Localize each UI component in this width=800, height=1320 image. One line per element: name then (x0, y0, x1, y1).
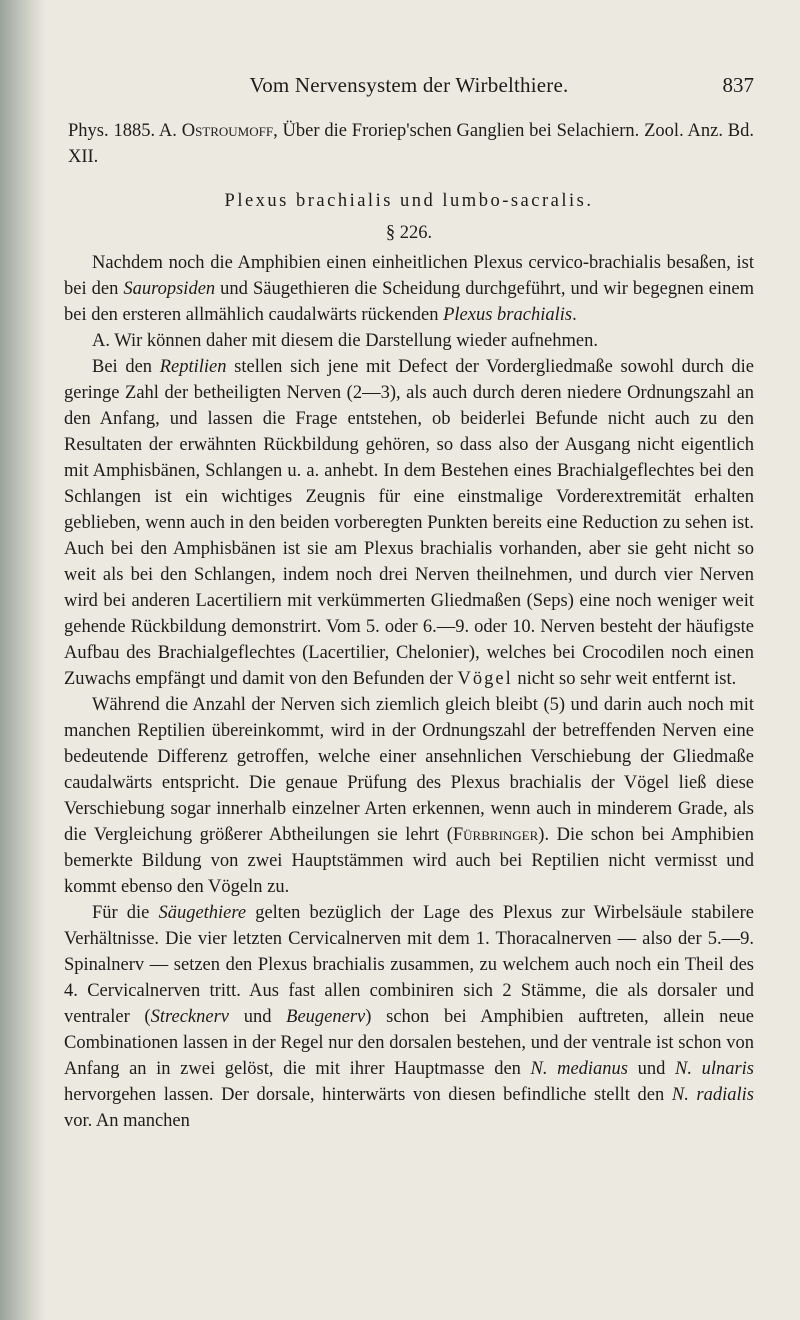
section-number: § 226. (385, 223, 433, 243)
paragraph-2: A. Wir können daher mit diesem die Darstellung wieder aufnehmen. (92, 331, 598, 351)
paragraph-3: Bei den Reptilien stellen sich jene mit Defect der Vordergliedmaße sowohl durch die geringe Zahl der betheiligten Nerven (2—3), als auch durch deren niedere Ordnungszahl an den Anfang, und lassen die Frage entstehen, ob beiderlei Befunde nicht auch zu den Resultaten der erwähnten Rückbildung gehören, so dass also der Ausgang nicht eigentlich mit Amphisbänen, Schlangen u. a. anhebt. In dem Bestehen eines Brachialgeflechtes bei den Schlangen ist ein wichtiges Zeugnis für eine einstmalige Vorderextremität erhalten geblieben, wenn auch in den beiden vorberegten Punkten bereits eine Reduction zu sehen ist. Auch bei den Amphisbänen ist sie am Plexus brachialis vorhanden, aber sie geht nicht so weit als bei den Schlangen, indem noch drei Nerven theilnehmen, und durch vier Nerven wird bei anderen Lacertiliern mit verkümmerten Gliedmaßen (Seps) eine noch weniger weit gehende Rückbildung demonstrirt. Vom 5. oder 6.—9. oder 10. Nerven besteht der häufigste Aufbau des Brachialgeflechtes (Lacertilier, Chelonier), welches bei Crocodilen noch einen Zuwachs empfängt und damit von den Befunden der Vögel nicht so sehr weit entfernt ist. (64, 357, 755, 689)
paragraph-1: Nachdem noch die Amphibien einen einheitlichen Plexus cervico-brachialis besaßen, ist bei den Sauropsiden und Säugethieren die Scheidung durchgeführt, und wir begegnen einem bei den ersteren allmählich caudalwärts rückenden Plexus brachialis. (64, 253, 754, 325)
running-header (64, 73, 754, 105)
paragraph-5: Für die Säugethiere gelten bezüglich der Lage des Plexus zur Wirbelsäule stabilere Verhältnisse. Die vier letzten Cervicalnerven mit dem 1. Thoracalnerven — also der 5.—9. Spinalnerv — setzen den Plexus brachialis zusammen, zu welchem auch noch ein Theil des 4. Cervicalnerven tritt. Aus fast allen combiniren sich 2 Stämme, die als dorsaler und ventraler (Strecknerv und Beugenerv) schon bei Amphibien auftreten, allein neue Combinationen lassen in der Regel nur den dorsalen bestehen, und der ventrale ist schon von Anfang an in zwei gelöst, die mit ihrer Hauptmasse den N. medianus und N. ulnaris hervorgehen lassen. Der dorsale, hinterwärts von diesen befindliche stellt den N. radialis vor. An manchen (64, 903, 755, 1131)
bibliography-entry: Phys. 1885. A. Ostroumoff, Über die Froriep'schen Ganglien bei Selachiern. Zool. Anz. Bd. XII. (68, 121, 755, 167)
section-heading: Plexus brachialis und lumbo-sacralis. (224, 191, 594, 211)
paragraph-4: Während die Anzahl der Nerven sich ziemlich gleich bleibt (5) und darin auch noch mit manchen Reptilien übereinkommt, wird in der Ordnungszahl der betreffenden Nerven eine bedeutende Differenz getroffen, welche einer ansehnlichen Verschiebung der Gliedmaße caudalwärts entspricht. Die genaue Prüfung des Plexus brachialis der Vögel ließ diese Verschiebung sogar innerhalb einzelner Arten erkennen, wenn auch in minderem Grade, als die Vergleichung größerer Abtheilungen sie lehrt (Fürbringer). Die schon bei Amphibien bemerkte Bildung von zwei Hauptstämmen wird auch bei Reptilien nicht vermisst und kommt ebenso den Vögeln zu. (64, 695, 755, 897)
page-body (64, 118, 754, 1134)
book-page (64, 0, 754, 1320)
binding-gutter-shadow (0, 0, 46, 1320)
author-name: Ostroumoff (181, 121, 274, 141)
running-title: Vom Nervensystem der Wirbelthiere. (249, 73, 569, 97)
page-number: 837 (722, 73, 754, 97)
author-name: Fürbringer (452, 825, 539, 845)
